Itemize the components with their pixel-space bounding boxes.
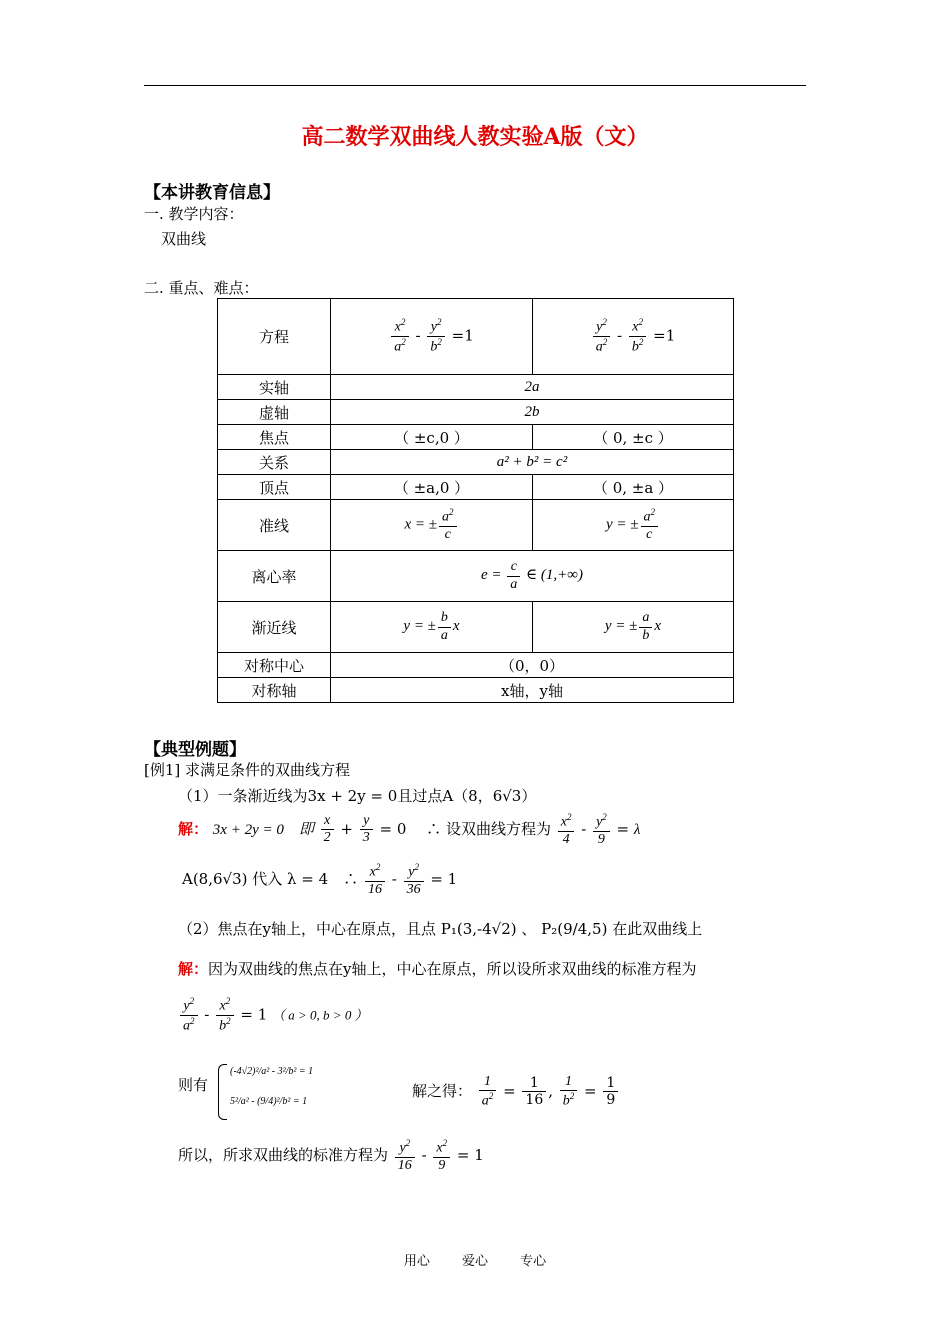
table-row — [218, 400, 734, 425]
row-label: 离心率 — [218, 551, 331, 602]
solve-result: 解之得： $\frac{1}{a^2}$ = $\frac{1}{16}$ , $\frac{1}{b^2}$ = $\frac{1}{9}$ — [412, 1074, 620, 1110]
solution1-line1: 解： 3x + 2y = 0 即 $\frac{x}{2}$ + $\frac{y}{3}$ = 0 ∴ 设双曲线方程为 $\frac{x^2}{4}$ - $\frac{y^2}{9}$ = λ — [178, 812, 641, 847]
table-row — [218, 450, 734, 475]
row-left: （ ±a,0 ） — [331, 475, 533, 500]
section-examples-heading: 【典型例题】 — [144, 740, 246, 760]
table-row — [218, 551, 734, 602]
table-row — [218, 299, 734, 375]
table-row — [218, 678, 734, 703]
example1-title: [例1] 求满足条件的双曲线方程 — [144, 761, 351, 779]
example1-part2: （2）焦点在y轴上，中心在原点，且点 P₁(3,-4√2) 、 P₂(9/4,5) 在此双曲线上 — [178, 920, 703, 938]
row-value: 2b — [331, 400, 734, 425]
section-info-heading: 【本讲教育信息】 — [144, 183, 280, 203]
directrix-y: y = ± $\frac{a^2}{c}$ — [533, 500, 734, 551]
final-answer: 所以，所求双曲线的标准方程为 $\frac{y^2}{16}$ - $\frac{x^2}{9}$ = 1 — [178, 1138, 484, 1173]
row-label: 对称中心 — [218, 653, 331, 678]
row-label: 焦点 — [218, 425, 331, 450]
equation-y: $\frac{y^2}{a^2}$ - $\frac{x^2}{b^2}$ =1 — [533, 299, 734, 375]
asymptote-y: y = ± $\frac{a}{b}$ x — [533, 602, 734, 653]
row-right: （ 0, ±c ） — [533, 425, 734, 450]
header-rule — [144, 85, 806, 86]
example1-part1: （1）一条渐近线为3x + 2y = 0且过点A（8，6√3） — [178, 787, 537, 805]
row-value: x轴，y轴 — [331, 678, 734, 703]
item2-label: 二. 重点、难点： — [144, 279, 259, 297]
equation-x: $\frac{x^2}{a^2}$ - $\frac{y^2}{b^2}$ =1 — [331, 299, 533, 375]
directrix-x: x = ± $\frac{a^2}{c}$ — [331, 500, 533, 551]
equation-system: (-4√2)²/a² - 3²/b² = 1 5²/a² - (9/4)²/b² = 1 — [218, 1064, 378, 1120]
row-value: （0，0） — [331, 653, 734, 678]
solution2-line1: 解：因为双曲线的焦点在y轴上，中心在原点，所以设所求双曲线的标准方程为 — [178, 960, 697, 978]
row-value: 2a — [331, 375, 734, 400]
item1-content: 双曲线 — [161, 230, 207, 248]
table-row — [218, 475, 734, 500]
table-row — [218, 425, 734, 450]
row-label: 对称轴 — [218, 678, 331, 703]
solution-label: 解： — [178, 819, 209, 838]
table-row — [218, 375, 734, 400]
row-label: 渐近线 — [218, 602, 331, 653]
hyperbola-table — [217, 298, 734, 703]
row-label: 关系 — [218, 450, 331, 475]
row-label: 虚轴 — [218, 400, 331, 425]
row-right: （ 0, ±a ） — [533, 475, 734, 500]
table-row — [218, 653, 734, 678]
row-label: 方程 — [218, 299, 331, 375]
asymptote-x: y = ± $\frac{b}{a}$ x — [331, 602, 533, 653]
table-row — [218, 602, 734, 653]
page-footer: 用心 爱心 专心 — [403, 1254, 547, 1269]
row-value: a² + b² = c² — [331, 450, 734, 475]
table-row — [218, 500, 734, 551]
item1-label: 一. 教学内容： — [144, 205, 244, 223]
eccentricity: e = $\frac{c}{a}$ ∈ (1,+∞) — [331, 551, 734, 602]
page-title: 高二数学双曲线人教实验A版（文） — [301, 124, 649, 150]
row-left: （ ±c,0 ） — [331, 425, 533, 450]
solution2-standard-form: $\frac{y^2}{a^2}$ - $\frac{x^2}{b^2}$ = 1 （ a > 0, b > 0 ） — [178, 996, 368, 1035]
solution1-line2: A(8,6√3) 代入 λ = 4 ∴ $\frac{x^2}{16}$ - $\frac{y^2}{36}$ = 1 — [182, 862, 458, 897]
then-label: 则有 — [178, 1076, 209, 1094]
row-label: 顶点 — [218, 475, 331, 500]
row-label: 实轴 — [218, 375, 331, 400]
row-label: 准线 — [218, 500, 331, 551]
